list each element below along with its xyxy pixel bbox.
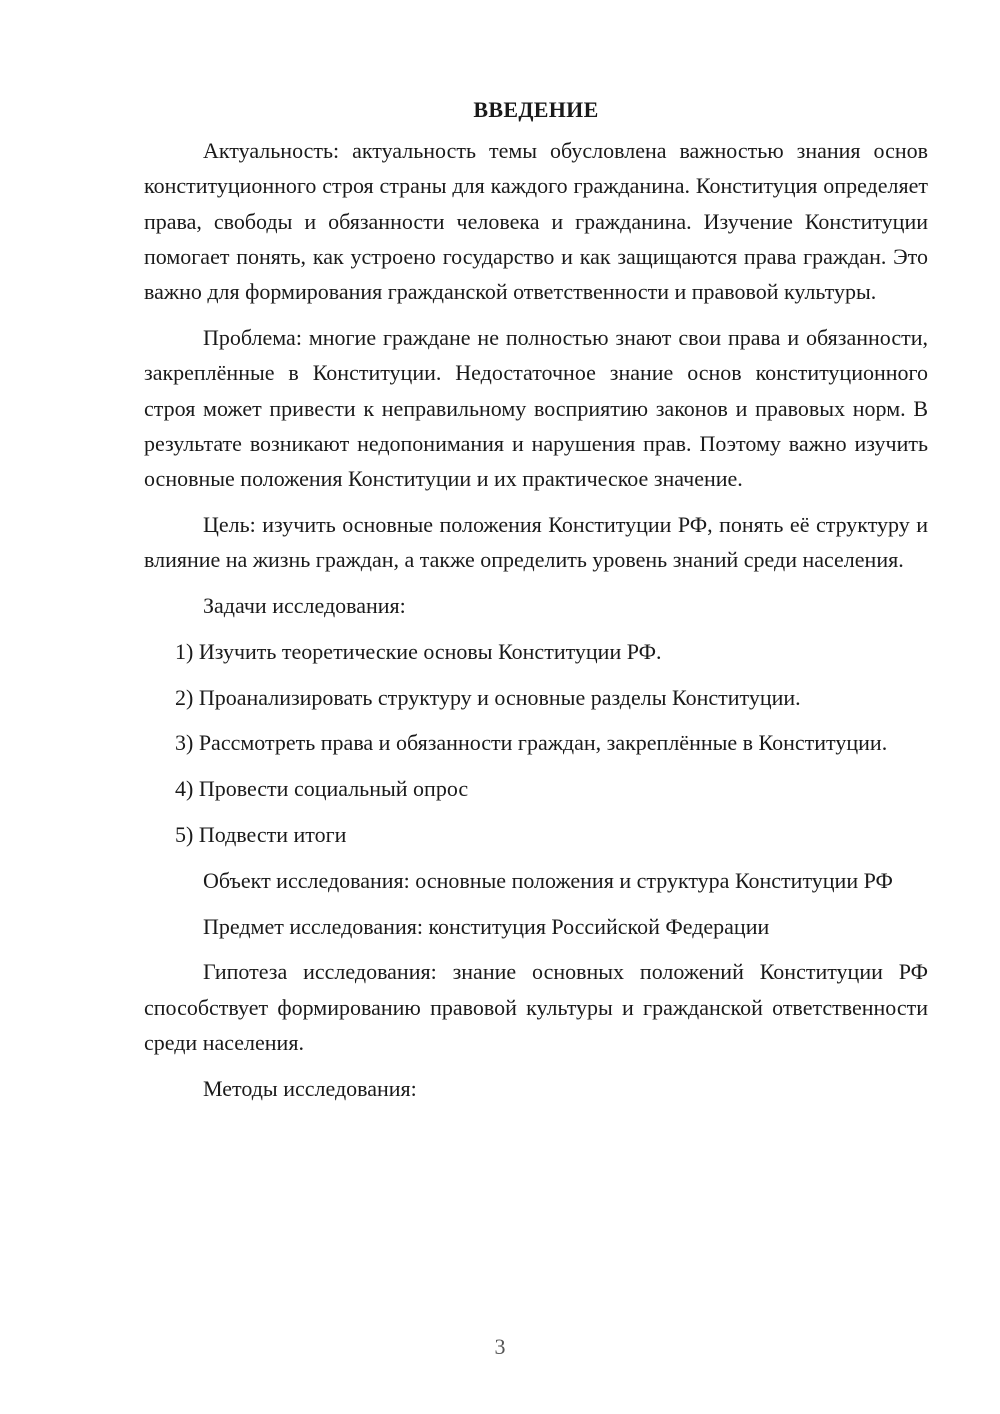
task-item-4: 4) Провести социальный опрос bbox=[175, 776, 469, 802]
paragraph-relevance: Актуальность: актуальность темы обусловлена важностью знания основ конституционного строя страны для каждого гражданина. Конституция определяет права, свободы и обязанности человека и гражданина. Изучение Конституции помогает понять, как устроено государство и как защищаются права граждан. Это важно для формирования гражданской ответственности и правовой культуры. bbox=[144, 138, 928, 305]
paragraph-goal: Цель: изучить основные положения Конституции РФ, понять её структуру и влияние на жизнь граждан, а также определить уровень знаний среди населения. bbox=[144, 511, 928, 573]
task-item-2: 2) Проанализировать структуру и основные разделы Конституции. bbox=[175, 684, 801, 710]
paragraph-subject: Предмет исследования: конституция Российской Федерации bbox=[203, 913, 770, 939]
page-number: 3 bbox=[494, 1334, 506, 1359]
task-item-5: 5) Подвести итоги bbox=[175, 822, 347, 848]
task-item-3: 3) Рассмотреть права и обязанности граждан, закреплённые в Конституции. bbox=[175, 730, 888, 756]
paragraph-hypothesis: Гипотеза исследования: знание основных положений Конституции РФ способствует формированию правовой культуры и гражданской ответственности среди населения. bbox=[144, 959, 928, 1056]
paragraph-problem: Проблема: многие граждане не полностью знают свои права и обязанности, закреплённые в Конституции. Недостаточное знание основ конституционного строя может привести к неправильному восприятию законов и правовых норм. В результате возникают недопонимания и нарушения прав. Поэтому важно изучить основные положения Конституции и их практическое значение. bbox=[144, 324, 928, 492]
document-page bbox=[144, 92, 928, 1117]
task-item-1: 1) Изучить теоретические основы Конституции РФ. bbox=[175, 638, 662, 664]
paragraph-object: Объект исследования: основные положения и структура Конституции РФ bbox=[203, 867, 893, 893]
tasks-heading: Задачи исследования: bbox=[203, 593, 406, 619]
methods-heading: Методы исследования: bbox=[203, 1075, 417, 1101]
page-title: ВВЕДЕНИЕ bbox=[473, 97, 599, 122]
